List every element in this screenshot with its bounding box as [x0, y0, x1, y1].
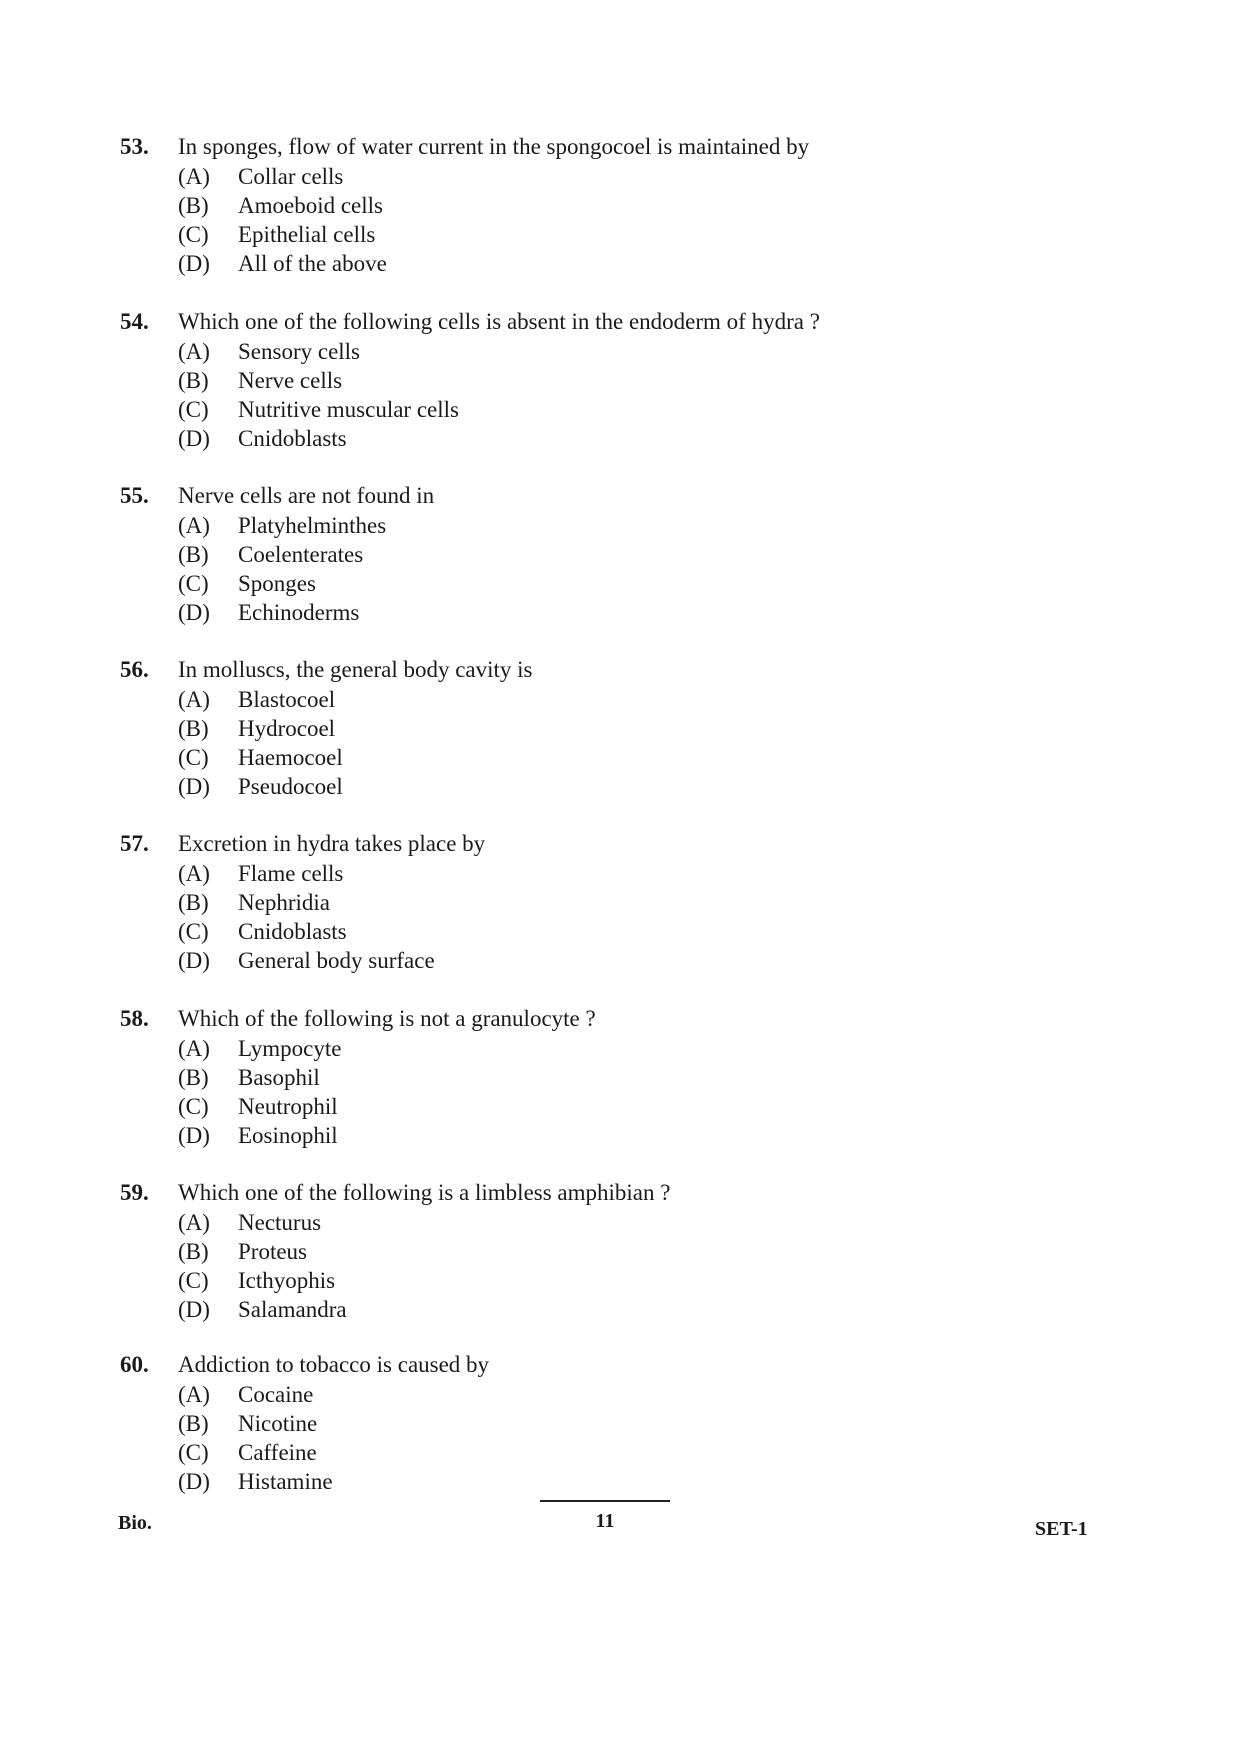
- option-c: (C) Cnidoblasts: [178, 919, 347, 944]
- option-c: (C) Haemocoel: [178, 745, 343, 770]
- page-number-block: [540, 1500, 670, 1533]
- question-number: 58.: [120, 1006, 149, 1031]
- option-c: (C) Epithelial cells: [178, 222, 376, 247]
- option-b: (B) Amoeboid cells: [178, 193, 383, 218]
- question-number: 54.: [120, 309, 149, 334]
- option-c: (C) Icthyophis: [178, 1268, 336, 1293]
- option-d: (D) Salamandra: [178, 1297, 347, 1322]
- page-number: 11: [595, 1510, 615, 1532]
- option-b: (B) Nerve cells: [178, 368, 343, 393]
- option-d: (D) Echinoderms: [178, 600, 360, 625]
- option-b: (B) Hydrocoel: [178, 716, 336, 741]
- option-d: (D) All of the above: [178, 251, 387, 276]
- question-text: Which one of the following cells is absent in the endoderm of hydra ?: [178, 309, 820, 334]
- option-c: (C) Neutrophil: [178, 1094, 338, 1119]
- question-number: 55.: [120, 483, 149, 508]
- question-55: [120, 481, 1020, 627]
- option-a: (A) Blastocoel: [178, 687, 336, 712]
- option-a: (A) Flame cells: [178, 861, 344, 886]
- question-text: Excretion in hydra takes place by: [178, 831, 486, 856]
- question-53: [120, 132, 1020, 278]
- question-60: [120, 1350, 1020, 1496]
- option-c: (C) Caffeine: [178, 1440, 317, 1465]
- set-label: SET-1: [1035, 1518, 1088, 1540]
- option-a: (A) Necturus: [178, 1210, 322, 1235]
- question-text: In sponges, flow of water current in the spongocoel is maintained by: [178, 134, 810, 159]
- option-d: (D) General body surface: [178, 948, 435, 973]
- option-c: (C) Nutritive muscular cells: [178, 397, 459, 422]
- question-58: [120, 1004, 1020, 1150]
- question-number: 59.: [120, 1180, 149, 1205]
- option-a: (A) Platyhelminthes: [178, 513, 387, 538]
- question-56: [120, 655, 1020, 801]
- question-number: 60.: [120, 1352, 149, 1377]
- question-59: [120, 1178, 1020, 1324]
- question-54: [120, 307, 1020, 453]
- question-number: 56.: [120, 657, 149, 682]
- option-a: (A) Cocaine: [178, 1382, 314, 1407]
- option-d: (D) Pseudocoel: [178, 774, 343, 799]
- option-b: (B) Coelenterates: [178, 542, 364, 567]
- option-b: (B) Nicotine: [178, 1411, 318, 1436]
- option-a: (A) Collar cells: [178, 164, 344, 189]
- option-b: (B) Proteus: [178, 1239, 307, 1264]
- option-d: (D) Histamine: [178, 1469, 333, 1494]
- option-d: (D) Cnidoblasts: [178, 426, 347, 451]
- question-number: 57.: [120, 831, 149, 856]
- option-d: (D) Eosinophil: [178, 1123, 338, 1148]
- question-text: Addiction to tobacco is caused by: [178, 1352, 490, 1377]
- question-text: Which of the following is not a granulocyte ?: [178, 1006, 596, 1031]
- question-text: Which one of the following is a limbless amphibian ?: [178, 1180, 671, 1205]
- option-a: (A) Lympocyte: [178, 1036, 342, 1061]
- footer-divider: [540, 1500, 670, 1502]
- option-b: (B) Nephridia: [178, 890, 330, 915]
- question-text: Nerve cells are not found in: [178, 483, 435, 508]
- question-text: In molluscs, the general body cavity is: [178, 657, 533, 682]
- subject-label: Bio.: [118, 1512, 152, 1534]
- option-b: (B) Basophil: [178, 1065, 320, 1090]
- option-c: (C) Sponges: [178, 571, 316, 596]
- question-57: [120, 829, 1020, 975]
- option-a: (A) Sensory cells: [178, 339, 361, 364]
- question-number: 53.: [120, 134, 149, 159]
